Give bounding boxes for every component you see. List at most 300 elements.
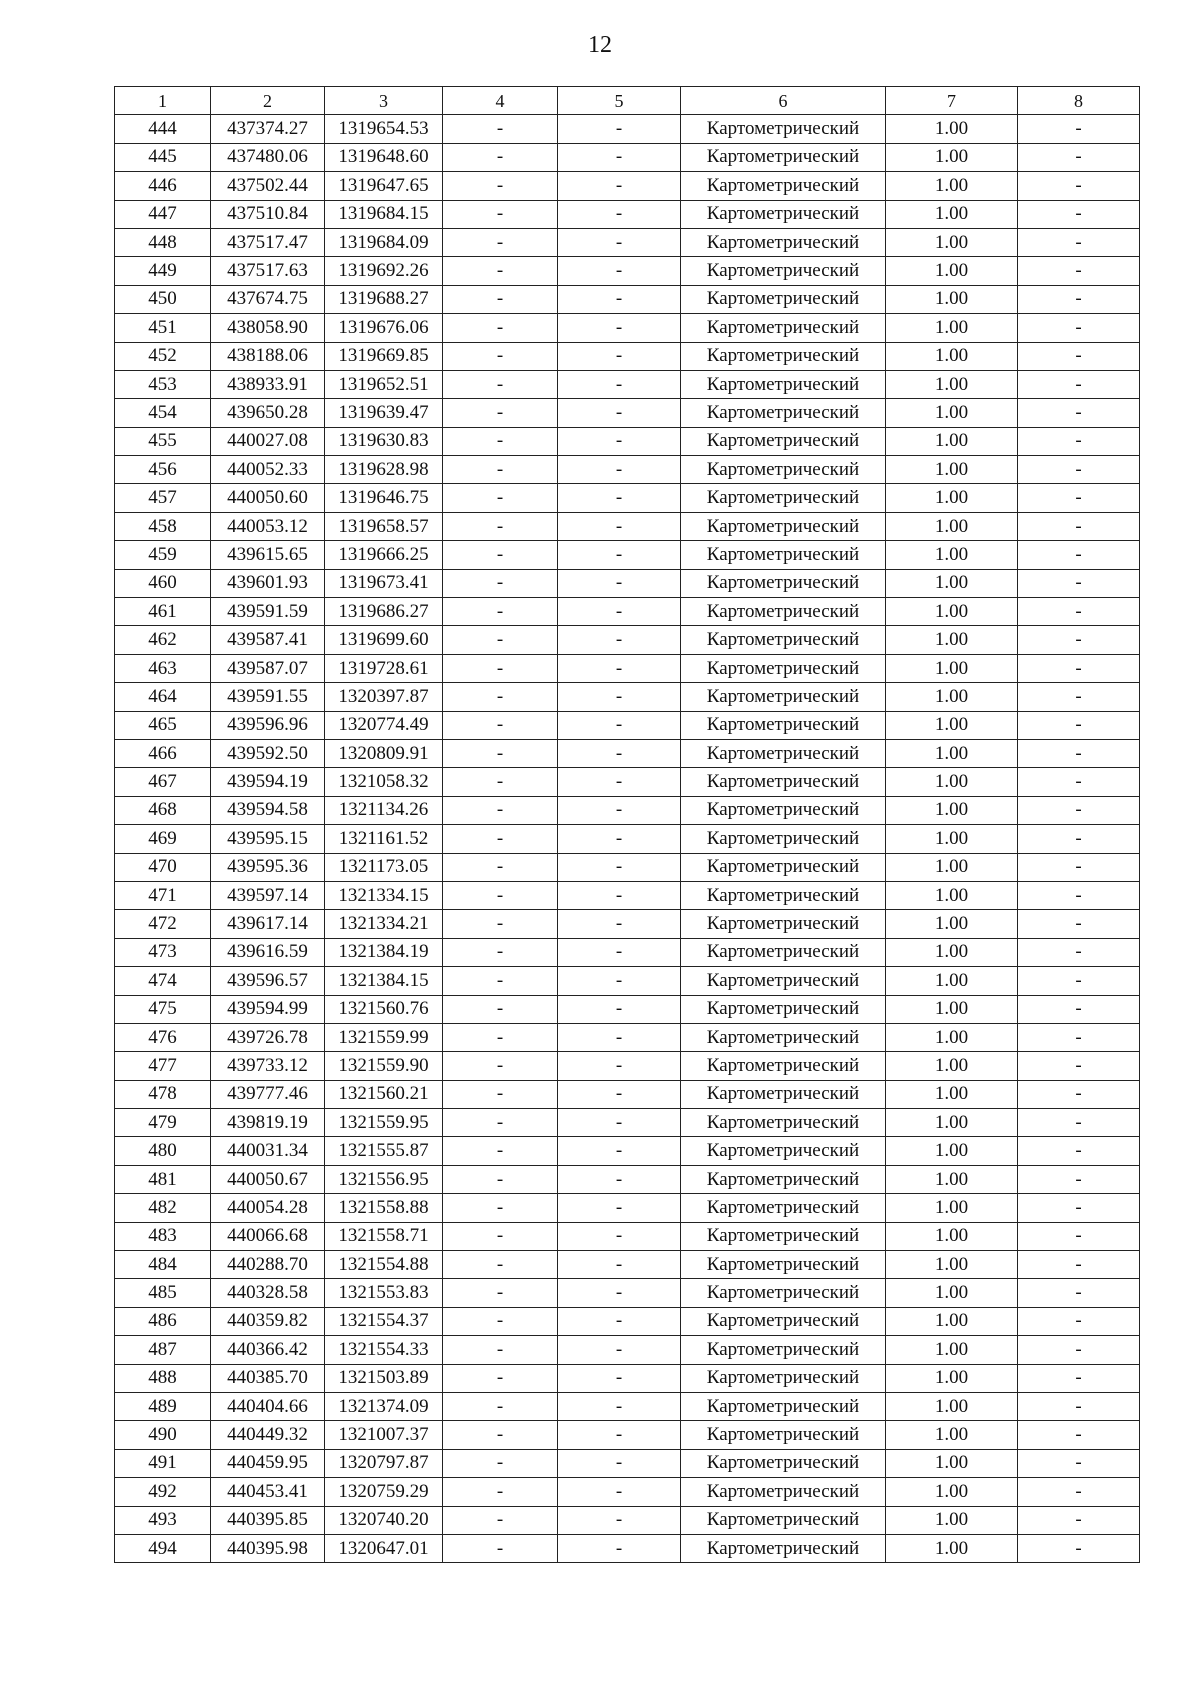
accuracy-cell: 1.00: [886, 1222, 1018, 1250]
method-cell: Картометрический: [681, 370, 886, 398]
accuracy-cell: 1.00: [886, 200, 1018, 228]
column-8-cell: -: [1018, 1222, 1140, 1250]
method-cell: Картометрический: [681, 257, 886, 285]
column-4-cell: -: [443, 910, 558, 938]
method-cell: Картометрический: [681, 1392, 886, 1420]
point-number-cell: 472: [115, 910, 211, 938]
y-coordinate-cell: 1321384.19: [325, 938, 443, 966]
column-4-cell: -: [443, 1279, 558, 1307]
table-row: [115, 1109, 1140, 1137]
accuracy-cell: 1.00: [886, 598, 1018, 626]
column-5-cell: -: [558, 1165, 681, 1193]
x-coordinate-cell: 437674.75: [211, 285, 325, 313]
column-4-cell: -: [443, 143, 558, 171]
point-number-cell: 476: [115, 1023, 211, 1051]
column-8-cell: -: [1018, 1279, 1140, 1307]
x-coordinate-cell: 440395.85: [211, 1506, 325, 1534]
table-row: [115, 1506, 1140, 1534]
column-8-cell: -: [1018, 370, 1140, 398]
column-4-cell: -: [443, 1052, 558, 1080]
accuracy-cell: 1.00: [886, 881, 1018, 909]
y-coordinate-cell: 1321558.88: [325, 1194, 443, 1222]
column-5-cell: -: [558, 711, 681, 739]
column-5-cell: -: [558, 910, 681, 938]
x-coordinate-cell: 440449.32: [211, 1421, 325, 1449]
table-row: [115, 1534, 1140, 1562]
column-8-cell: -: [1018, 938, 1140, 966]
point-number-cell: 451: [115, 314, 211, 342]
accuracy-cell: 1.00: [886, 228, 1018, 256]
y-coordinate-cell: 1319646.75: [325, 484, 443, 512]
accuracy-cell: 1.00: [886, 1478, 1018, 1506]
y-coordinate-cell: 1320740.20: [325, 1506, 443, 1534]
point-number-cell: 469: [115, 825, 211, 853]
y-coordinate-cell: 1320759.29: [325, 1478, 443, 1506]
point-number-cell: 454: [115, 399, 211, 427]
column-5-cell: -: [558, 115, 681, 143]
x-coordinate-cell: 439595.15: [211, 825, 325, 853]
column-4-cell: -: [443, 796, 558, 824]
y-coordinate-cell: 1320397.87: [325, 683, 443, 711]
y-coordinate-cell: 1320809.91: [325, 739, 443, 767]
column-5-cell: -: [558, 285, 681, 313]
y-coordinate-cell: 1319669.85: [325, 342, 443, 370]
column-4-cell: -: [443, 1392, 558, 1420]
point-number-cell: 461: [115, 598, 211, 626]
column-8-cell: -: [1018, 683, 1140, 711]
accuracy-cell: 1.00: [886, 285, 1018, 313]
point-number-cell: 462: [115, 626, 211, 654]
table-row: [115, 314, 1140, 342]
y-coordinate-cell: 1321555.87: [325, 1137, 443, 1165]
y-coordinate-cell: 1321560.21: [325, 1080, 443, 1108]
accuracy-cell: 1.00: [886, 1364, 1018, 1392]
x-coordinate-cell: 440288.70: [211, 1251, 325, 1279]
x-coordinate-cell: 440050.67: [211, 1165, 325, 1193]
column-8-cell: -: [1018, 1534, 1140, 1562]
method-cell: Картометрический: [681, 200, 886, 228]
column-8-cell: -: [1018, 995, 1140, 1023]
column-8-cell: -: [1018, 456, 1140, 484]
method-cell: Картометрический: [681, 1109, 886, 1137]
column-5-cell: -: [558, 512, 681, 540]
column-4-cell: -: [443, 711, 558, 739]
accuracy-cell: 1.00: [886, 1023, 1018, 1051]
accuracy-cell: 1.00: [886, 995, 1018, 1023]
column-8-cell: -: [1018, 796, 1140, 824]
x-coordinate-cell: 439733.12: [211, 1052, 325, 1080]
column-header: 6: [681, 87, 886, 115]
point-number-cell: 467: [115, 768, 211, 796]
y-coordinate-cell: 1321553.83: [325, 1279, 443, 1307]
column-5-cell: -: [558, 427, 681, 455]
point-number-cell: 492: [115, 1478, 211, 1506]
accuracy-cell: 1.00: [886, 484, 1018, 512]
column-4-cell: -: [443, 1222, 558, 1250]
accuracy-cell: 1.00: [886, 910, 1018, 938]
method-cell: Картометрический: [681, 598, 886, 626]
y-coordinate-cell: 1319684.09: [325, 228, 443, 256]
x-coordinate-cell: 439617.14: [211, 910, 325, 938]
accuracy-cell: 1.00: [886, 512, 1018, 540]
method-cell: Картометрический: [681, 484, 886, 512]
point-number-cell: 474: [115, 967, 211, 995]
table-row: [115, 456, 1140, 484]
point-number-cell: 487: [115, 1336, 211, 1364]
column-5-cell: -: [558, 370, 681, 398]
point-number-cell: 473: [115, 938, 211, 966]
table-row: [115, 853, 1140, 881]
y-coordinate-cell: 1321559.99: [325, 1023, 443, 1051]
point-number-cell: 480: [115, 1137, 211, 1165]
column-5-cell: -: [558, 541, 681, 569]
accuracy-cell: 1.00: [886, 370, 1018, 398]
method-cell: Картометрический: [681, 739, 886, 767]
y-coordinate-cell: 1319688.27: [325, 285, 443, 313]
column-5-cell: -: [558, 1478, 681, 1506]
x-coordinate-cell: 437502.44: [211, 172, 325, 200]
x-coordinate-cell: 439595.36: [211, 853, 325, 881]
column-4-cell: -: [443, 1080, 558, 1108]
accuracy-cell: 1.00: [886, 1137, 1018, 1165]
point-number-cell: 463: [115, 654, 211, 682]
y-coordinate-cell: 1319648.60: [325, 143, 443, 171]
accuracy-cell: 1.00: [886, 541, 1018, 569]
x-coordinate-cell: 440027.08: [211, 427, 325, 455]
column-8-cell: -: [1018, 427, 1140, 455]
y-coordinate-cell: 1320647.01: [325, 1534, 443, 1562]
y-coordinate-cell: 1319673.41: [325, 569, 443, 597]
method-cell: Картометрический: [681, 512, 886, 540]
table-row: [115, 1449, 1140, 1477]
accuracy-cell: 1.00: [886, 1449, 1018, 1477]
x-coordinate-cell: 437517.47: [211, 228, 325, 256]
column-5-cell: -: [558, 654, 681, 682]
column-8-cell: -: [1018, 228, 1140, 256]
y-coordinate-cell: 1320774.49: [325, 711, 443, 739]
column-4-cell: -: [443, 768, 558, 796]
point-number-cell: 468: [115, 796, 211, 824]
method-cell: Картометрический: [681, 796, 886, 824]
accuracy-cell: 1.00: [886, 1251, 1018, 1279]
table-row: [115, 1279, 1140, 1307]
column-5-cell: -: [558, 938, 681, 966]
table-row: [115, 626, 1140, 654]
column-4-cell: -: [443, 172, 558, 200]
method-cell: Картометрический: [681, 1307, 886, 1335]
y-coordinate-cell: 1321556.95: [325, 1165, 443, 1193]
column-8-cell: -: [1018, 484, 1140, 512]
table-row: [115, 711, 1140, 739]
table-header-row: [115, 87, 1140, 115]
point-number-cell: 494: [115, 1534, 211, 1562]
column-5-cell: -: [558, 1251, 681, 1279]
accuracy-cell: 1.00: [886, 399, 1018, 427]
accuracy-cell: 1.00: [886, 796, 1018, 824]
column-8-cell: -: [1018, 626, 1140, 654]
y-coordinate-cell: 1321007.37: [325, 1421, 443, 1449]
column-4-cell: -: [443, 1137, 558, 1165]
column-5-cell: -: [558, 598, 681, 626]
accuracy-cell: 1.00: [886, 1052, 1018, 1080]
y-coordinate-cell: 1321554.88: [325, 1251, 443, 1279]
column-5-cell: -: [558, 881, 681, 909]
column-4-cell: -: [443, 1109, 558, 1137]
method-cell: Картометрический: [681, 711, 886, 739]
point-number-cell: 448: [115, 228, 211, 256]
column-5-cell: -: [558, 1392, 681, 1420]
table-row: [115, 796, 1140, 824]
column-4-cell: -: [443, 1194, 558, 1222]
point-number-cell: 485: [115, 1279, 211, 1307]
column-5-cell: -: [558, 739, 681, 767]
point-number-cell: 491: [115, 1449, 211, 1477]
coordinates-table: [114, 86, 1140, 1563]
column-8-cell: -: [1018, 342, 1140, 370]
column-5-cell: -: [558, 683, 681, 711]
accuracy-cell: 1.00: [886, 172, 1018, 200]
column-4-cell: -: [443, 342, 558, 370]
accuracy-cell: 1.00: [886, 1336, 1018, 1364]
y-coordinate-cell: 1321161.52: [325, 825, 443, 853]
method-cell: Картометрический: [681, 342, 886, 370]
table-row: [115, 370, 1140, 398]
method-cell: Картометрический: [681, 967, 886, 995]
x-coordinate-cell: 439597.14: [211, 881, 325, 909]
x-coordinate-cell: 439726.78: [211, 1023, 325, 1051]
point-number-cell: 489: [115, 1392, 211, 1420]
point-number-cell: 481: [115, 1165, 211, 1193]
column-5-cell: -: [558, 1080, 681, 1108]
table-row: [115, 1364, 1140, 1392]
column-8-cell: -: [1018, 1478, 1140, 1506]
column-8-cell: -: [1018, 853, 1140, 881]
column-4-cell: -: [443, 654, 558, 682]
x-coordinate-cell: 437374.27: [211, 115, 325, 143]
y-coordinate-cell: 1319699.60: [325, 626, 443, 654]
x-coordinate-cell: 439591.55: [211, 683, 325, 711]
accuracy-cell: 1.00: [886, 967, 1018, 995]
column-5-cell: -: [558, 995, 681, 1023]
column-5-cell: -: [558, 456, 681, 484]
point-number-cell: 477: [115, 1052, 211, 1080]
accuracy-cell: 1.00: [886, 314, 1018, 342]
table-row: [115, 739, 1140, 767]
x-coordinate-cell: 439594.58: [211, 796, 325, 824]
column-5-cell: -: [558, 314, 681, 342]
point-number-cell: 453: [115, 370, 211, 398]
column-8-cell: -: [1018, 399, 1140, 427]
accuracy-cell: 1.00: [886, 938, 1018, 966]
column-4-cell: -: [443, 541, 558, 569]
column-4-cell: -: [443, 1449, 558, 1477]
x-coordinate-cell: 440328.58: [211, 1279, 325, 1307]
table-row: [115, 1137, 1140, 1165]
y-coordinate-cell: 1321559.90: [325, 1052, 443, 1080]
column-8-cell: -: [1018, 598, 1140, 626]
column-8-cell: -: [1018, 881, 1140, 909]
x-coordinate-cell: 439650.28: [211, 399, 325, 427]
method-cell: Картометрический: [681, 1421, 886, 1449]
y-coordinate-cell: 1319639.47: [325, 399, 443, 427]
column-5-cell: -: [558, 768, 681, 796]
y-coordinate-cell: 1319658.57: [325, 512, 443, 540]
table-row: [115, 342, 1140, 370]
x-coordinate-cell: 439594.19: [211, 768, 325, 796]
column-8-cell: -: [1018, 1080, 1140, 1108]
table-row: [115, 1080, 1140, 1108]
table-row: [115, 257, 1140, 285]
column-8-cell: -: [1018, 654, 1140, 682]
accuracy-cell: 1.00: [886, 1194, 1018, 1222]
column-5-cell: -: [558, 172, 681, 200]
column-header: 8: [1018, 87, 1140, 115]
accuracy-cell: 1.00: [886, 739, 1018, 767]
x-coordinate-cell: 439591.59: [211, 598, 325, 626]
x-coordinate-cell: 439819.19: [211, 1109, 325, 1137]
column-8-cell: -: [1018, 739, 1140, 767]
table-row: [115, 881, 1140, 909]
column-8-cell: -: [1018, 825, 1140, 853]
table-row: [115, 569, 1140, 597]
column-5-cell: -: [558, 569, 681, 597]
column-8-cell: -: [1018, 569, 1140, 597]
y-coordinate-cell: 1321554.37: [325, 1307, 443, 1335]
column-5-cell: -: [558, 853, 681, 881]
point-number-cell: 450: [115, 285, 211, 313]
column-4-cell: -: [443, 484, 558, 512]
column-5-cell: -: [558, 1364, 681, 1392]
x-coordinate-cell: 439615.65: [211, 541, 325, 569]
x-coordinate-cell: 439596.96: [211, 711, 325, 739]
method-cell: Картометрический: [681, 910, 886, 938]
method-cell: Картометрический: [681, 1478, 886, 1506]
x-coordinate-cell: 438933.91: [211, 370, 325, 398]
column-8-cell: -: [1018, 1506, 1140, 1534]
point-number-cell: 466: [115, 739, 211, 767]
y-coordinate-cell: 1319686.27: [325, 598, 443, 626]
table-row: [115, 200, 1140, 228]
y-coordinate-cell: 1319676.06: [325, 314, 443, 342]
column-4-cell: -: [443, 285, 558, 313]
method-cell: Картометрический: [681, 115, 886, 143]
column-4-cell: -: [443, 314, 558, 342]
x-coordinate-cell: 439596.57: [211, 967, 325, 995]
point-number-cell: 483: [115, 1222, 211, 1250]
point-number-cell: 447: [115, 200, 211, 228]
column-header: 1: [115, 87, 211, 115]
column-8-cell: -: [1018, 512, 1140, 540]
column-8-cell: -: [1018, 967, 1140, 995]
point-number-cell: 459: [115, 541, 211, 569]
table-row: [115, 768, 1140, 796]
y-coordinate-cell: 1321173.05: [325, 853, 443, 881]
table-row: [115, 427, 1140, 455]
method-cell: Картометрический: [681, 881, 886, 909]
point-number-cell: 446: [115, 172, 211, 200]
method-cell: Картометрический: [681, 1449, 886, 1477]
point-number-cell: 458: [115, 512, 211, 540]
column-5-cell: -: [558, 1052, 681, 1080]
accuracy-cell: 1.00: [886, 768, 1018, 796]
accuracy-cell: 1.00: [886, 456, 1018, 484]
method-cell: Картометрический: [681, 399, 886, 427]
method-cell: Картометрический: [681, 285, 886, 313]
column-5-cell: -: [558, 1222, 681, 1250]
column-5-cell: -: [558, 342, 681, 370]
column-8-cell: -: [1018, 1421, 1140, 1449]
column-4-cell: -: [443, 881, 558, 909]
table-row: [115, 172, 1140, 200]
table-row: [115, 910, 1140, 938]
y-coordinate-cell: 1321559.95: [325, 1109, 443, 1137]
x-coordinate-cell: 440066.68: [211, 1222, 325, 1250]
table-row: [115, 1023, 1140, 1051]
accuracy-cell: 1.00: [886, 1392, 1018, 1420]
column-header: 4: [443, 87, 558, 115]
x-coordinate-cell: 439777.46: [211, 1080, 325, 1108]
accuracy-cell: 1.00: [886, 569, 1018, 597]
column-5-cell: -: [558, 1023, 681, 1051]
column-4-cell: -: [443, 598, 558, 626]
column-4-cell: -: [443, 115, 558, 143]
x-coordinate-cell: 439601.93: [211, 569, 325, 597]
y-coordinate-cell: 1319628.98: [325, 456, 443, 484]
method-cell: Картометрический: [681, 427, 886, 455]
column-4-cell: -: [443, 1506, 558, 1534]
accuracy-cell: 1.00: [886, 683, 1018, 711]
method-cell: Картометрический: [681, 1336, 886, 1364]
column-8-cell: -: [1018, 1336, 1140, 1364]
column-5-cell: -: [558, 399, 681, 427]
column-5-cell: -: [558, 257, 681, 285]
y-coordinate-cell: 1319654.53: [325, 115, 443, 143]
method-cell: Картометрический: [681, 1506, 886, 1534]
column-8-cell: -: [1018, 1392, 1140, 1420]
table-row: [115, 143, 1140, 171]
table-row: [115, 683, 1140, 711]
x-coordinate-cell: 440031.34: [211, 1137, 325, 1165]
table-row: [115, 995, 1140, 1023]
column-4-cell: -: [443, 1307, 558, 1335]
point-number-cell: 471: [115, 881, 211, 909]
column-5-cell: -: [558, 1109, 681, 1137]
x-coordinate-cell: 440050.60: [211, 484, 325, 512]
method-cell: Картометрический: [681, 228, 886, 256]
method-cell: Картометрический: [681, 541, 886, 569]
table-row: [115, 598, 1140, 626]
x-coordinate-cell: 440404.66: [211, 1392, 325, 1420]
point-number-cell: 452: [115, 342, 211, 370]
accuracy-cell: 1.00: [886, 1307, 1018, 1335]
column-4-cell: -: [443, 626, 558, 654]
column-5-cell: -: [558, 825, 681, 853]
method-cell: Картометрический: [681, 938, 886, 966]
column-4-cell: -: [443, 456, 558, 484]
point-number-cell: 478: [115, 1080, 211, 1108]
column-5-cell: -: [558, 626, 681, 654]
y-coordinate-cell: 1319666.25: [325, 541, 443, 569]
column-5-cell: -: [558, 200, 681, 228]
method-cell: Картометрический: [681, 853, 886, 881]
x-coordinate-cell: 439594.99: [211, 995, 325, 1023]
method-cell: Картометрический: [681, 1194, 886, 1222]
y-coordinate-cell: 1321334.21: [325, 910, 443, 938]
table-row: [115, 1392, 1140, 1420]
column-5-cell: -: [558, 1449, 681, 1477]
y-coordinate-cell: 1319630.83: [325, 427, 443, 455]
column-header: 2: [211, 87, 325, 115]
